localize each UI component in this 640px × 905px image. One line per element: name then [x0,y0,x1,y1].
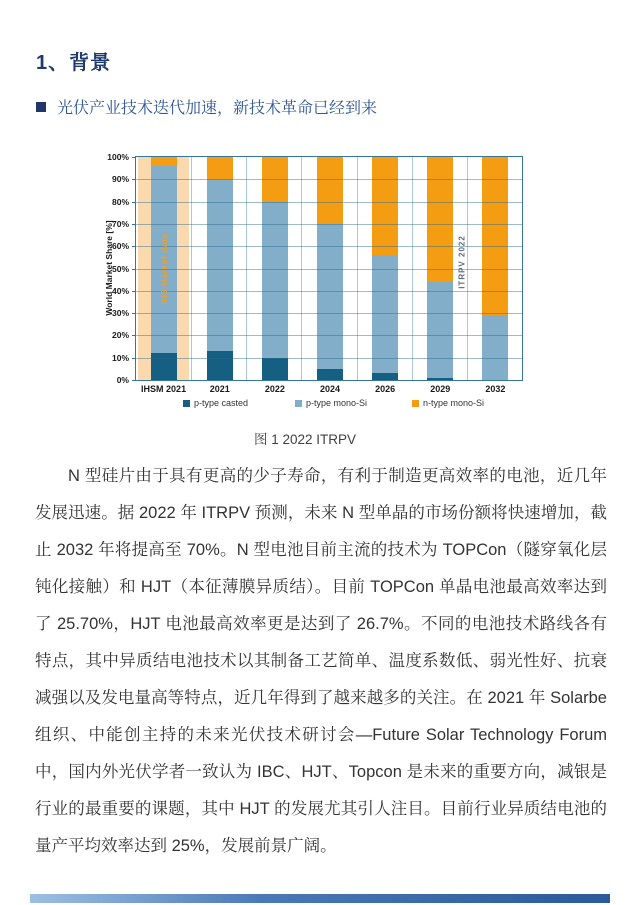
y-tick-label: 0% [116,375,129,385]
section-heading: 1、背景 [36,52,112,74]
y-tick-label: 100% [107,152,129,162]
axis-tick [132,291,136,292]
y-tick-label: 90% [111,174,129,185]
axis-tick [132,380,136,381]
legend-swatch-icon [295,400,302,407]
bar-segment [482,315,508,380]
bar-segment [207,157,233,179]
category-column [246,157,302,394]
itrpv-chart-figure [100,152,530,414]
y-tick-label: 10% [111,352,129,363]
axis-tick [132,202,136,203]
bar-segment [262,358,288,380]
bar-segment [151,353,177,380]
legend-label: n-type mono-Si [423,398,485,408]
x-tick-label: 2029 [430,384,451,394]
y-tick-label: 60% [111,241,129,252]
bar-segment [372,255,398,373]
category-column [467,157,523,394]
bar-segment [262,202,288,358]
axis-tick [132,313,136,314]
bar-segment [427,378,453,380]
body-paragraph: N 型硅片由于具有更高的少子寿命，有利于制造更高效率的电池，近几年发展迅速。据 2022 年 ITRPV 预测，未来 N 型单晶的市场份额将快速增加，截止 2032 年将提高至 70%。N 型电池目前主流的技术为 TOPCon（隧穿氧化层钝化接触）和 HJT（本征薄膜异质结）。目前 TOPCon 单晶电池最高效率达到了 25.70%，HJT 电池最高效率更是达到了 26.7%。不同的电池技术路线各有特点，其中异质结电池技术以其制备工艺简单、温度系数低、弱光性好、抗衰减强以及发电量高等特点，近几年得到了越来越多的关注。在 2021 年 Solarbe 组织、中能创主持的未来光伏技术研讨会—Future Solar Technology Forum 中，国内外光伏学者一致认为 IBC、HJT、Topcon 是未来的重要方向，减银是行业的最重要的课题，其中 HJT 的发展尤其引人注目。目前行业异质结电池的量产平均效率达到 25%，发展前景广阔。 [35,467,607,855]
chart-legend [135,398,523,412]
bar-segment [317,369,343,380]
x-tick-label: 2032 [485,384,506,394]
bar-segment [207,179,233,351]
annotation-itrpv-2022: ITRPV 2022 [457,235,467,289]
axis-tick [132,224,136,225]
bar-segment [262,157,288,202]
bar-segment [151,157,177,166]
category-column [357,157,413,394]
y-axis-title: World Market Share [%] [104,220,114,316]
stacked-bar [482,157,508,380]
axis-tick [132,179,136,180]
bullet-subheading [36,95,377,118]
bar-segment [207,351,233,380]
x-tick-label: 2024 [319,384,340,394]
y-tick-label: 30% [111,308,129,319]
category-column [301,157,357,394]
bar-segment [317,224,343,369]
bar-segment [482,157,508,315]
figure-caption: 图 1 2022 ITRPV [253,432,357,447]
y-tick-label: 70% [111,218,129,229]
axis-tick [132,335,136,336]
axis-tick [132,358,136,359]
bar-segment [427,157,453,282]
stacked-bar [427,157,453,380]
x-tick-label: 2021 [209,384,230,394]
axis-tick [132,246,136,247]
legend-item [295,398,367,408]
stacked-bar [262,157,288,380]
y-tick-label: 80% [111,196,129,207]
legend-swatch-icon [412,400,419,407]
bar-segment [317,157,343,224]
stacked-bar-chart [100,152,530,414]
bar-segment [372,373,398,380]
subheading-text: 光伏产业技术迭代加速，新技术革命已经到来 [57,100,378,117]
x-tick-label: 2022 [264,384,285,394]
x-tick-label: 2026 [375,384,396,394]
category-column [191,157,247,394]
annotation-ihs-market-data: IHS Market data [158,232,169,305]
y-tick-label: 50% [111,263,129,274]
axis-tick [132,269,136,270]
bar-segment [372,157,398,255]
bullet-square-icon [36,102,46,112]
axis-tick [132,157,136,158]
stacked-bar [372,157,398,380]
bar-segment [427,282,453,378]
legend-item [183,398,248,408]
y-tick-label: 40% [111,285,129,296]
legend-swatch-icon [183,400,190,407]
footer-accent-bar [30,894,610,903]
y-tick-label: 20% [111,330,129,341]
legend-label: p-type casted [194,398,249,408]
stacked-bar [317,157,343,380]
legend-label: p-type mono-Si [306,398,368,408]
legend-item [412,398,484,408]
stacked-bar [207,157,233,380]
x-tick-label: IHSM 2021 [141,384,187,394]
